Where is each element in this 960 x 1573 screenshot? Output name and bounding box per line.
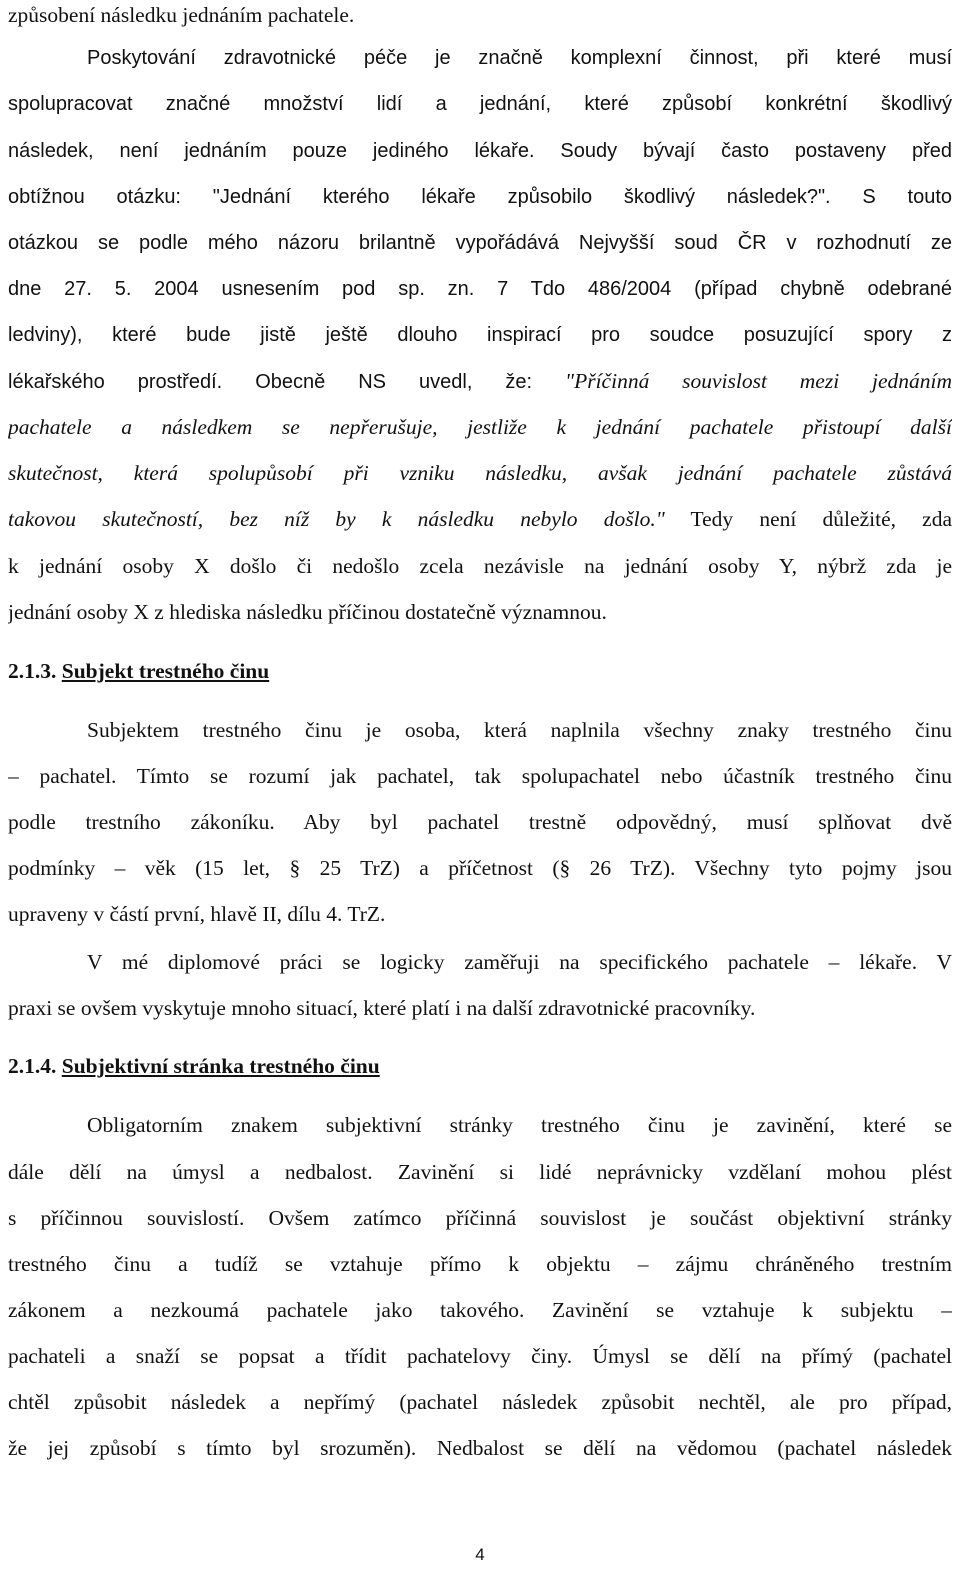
- text-line: že jej způsobí s tímto byl srozuměn). Nedbalost se dělí na vědomou (pachatel následek: [8, 1436, 952, 1460]
- text-line: jednání osoby X z hlediska následku příčinou dostatečně významnou.: [8, 600, 607, 624]
- text-span: Tedy není důležité, zda: [664, 507, 952, 531]
- text-line: zákonem a nezkoumá pachatele jako takového. Zavinění se vztahuje k subjektu –: [8, 1298, 952, 1322]
- quote-text: "Příčinná souvislost mezi jednáním: [565, 369, 952, 393]
- page-number: 4: [475, 1545, 485, 1564]
- text-line: Subjektem trestného činu je osoba, která naplnila všechny znaky trestného činu: [87, 718, 952, 742]
- text-line: pachateli a snaží se popsat a třídit pachatelovy činy. Úmysl se dělí na přímý (pachatel: [8, 1344, 952, 1368]
- text-line: ledviny), které bude jistě ještě dlouho inspirací pro soudce posuzující spory z: [8, 324, 952, 346]
- text-line: dne 27. 5. 2004 usnesením pod sp. zn. 7 Tdo 486/2004 (případ chybně odebrané: [8, 278, 952, 300]
- text-line: podle trestního zákoníku. Aby byl pachatel trestně odpovědný, musí splňovat dvě: [8, 810, 952, 834]
- text-line: s příčinnou souvislostí. Ovšem zatímco příčinná souvislost je součást objektivní stránky: [8, 1206, 952, 1230]
- text-line: dále dělí na úmysl a nedbalost. Zavinění si lidé neprávnicky vzdělaní mohou plést: [8, 1160, 952, 1184]
- text-line: chtěl způsobit následek a nepřímý (pachatel následek způsobit nechtěl, ale pro případ,: [8, 1390, 952, 1414]
- quote-line: [8, 504, 952, 534]
- text-line: následek, není jednáním pouze jediného lékaře. Soudy bývají často postaveny před: [8, 140, 952, 162]
- section-title: Subjektivní stránka trestného činu: [61, 1054, 380, 1078]
- text-line: k jednání osoby X došlo či nedošlo zcela nezávisle na jednání osoby Y, nýbrž zda je: [8, 554, 952, 578]
- text-line: praxi se ovšem vyskytuje mnoho situací, které platí i na další zdravotnické pracovníky.: [8, 996, 756, 1020]
- text-line: [8, 366, 952, 396]
- quote-text: takovou skutečností, bez níž by k následku nebylo došlo.": [8, 507, 665, 531]
- section-number: 2.1.3.: [8, 659, 62, 683]
- text-span: lékařského prostředí. Obecně NS uvedl, že:: [8, 371, 566, 393]
- text-line: podmínky – věk (15 let, § 25 TrZ) a příčetnost (§ 26 TrZ). Všechny tyto pojmy jsou: [8, 856, 952, 880]
- text-line: Poskytování zdravotnické péče je značně komplexní činnost, při které musí: [87, 47, 952, 69]
- quote-line: [8, 458, 952, 488]
- section-heading: [8, 1051, 380, 1081]
- text-line: V mé diplomové práci se logicky zaměřuji na specifického pachatele – lékaře. V: [87, 950, 952, 974]
- text-line: způsobení následku jednáním pachatele.: [8, 3, 355, 27]
- text-line: upraveny v částí první, hlavě II, dílu 4. TrZ.: [8, 902, 386, 926]
- text-line: Obligatorním znakem subjektivní stránky trestného činu je zavinění, které se: [87, 1113, 952, 1137]
- text-line: otázkou se podle mého názoru brilantně vypořádává Nejvyšší soud ČR v rozhodnutí ze: [8, 232, 952, 254]
- section-number: 2.1.4.: [8, 1054, 62, 1078]
- text-line: – pachatel. Tímto se rozumí jak pachatel, tak spolupachatel nebo účastník trestného činu: [8, 764, 952, 788]
- text-line: obtížnou otázku: "Jednání kterého lékaře způsobilo škodlivý následek?". S touto: [8, 186, 952, 208]
- section-title: Subjekt trestného činu: [61, 659, 270, 683]
- text-line: trestného činu a tudíž se vztahuje přímo k objektu – zájmu chráněného trestním: [8, 1252, 952, 1276]
- quote-line: [8, 412, 952, 442]
- text-line: spolupracovat značné množství lidí a jednání, které způsobí konkrétní škodlivý: [8, 93, 952, 115]
- quote-text: skutečnost, která spolupůsobí při vzniku následku, avšak jednání pachatele zůstává: [8, 461, 952, 485]
- section-heading: [8, 656, 269, 686]
- quote-text: pachatele a následkem se nepřerušuje, jestliže k jednání pachatele přistoupí další: [8, 415, 952, 439]
